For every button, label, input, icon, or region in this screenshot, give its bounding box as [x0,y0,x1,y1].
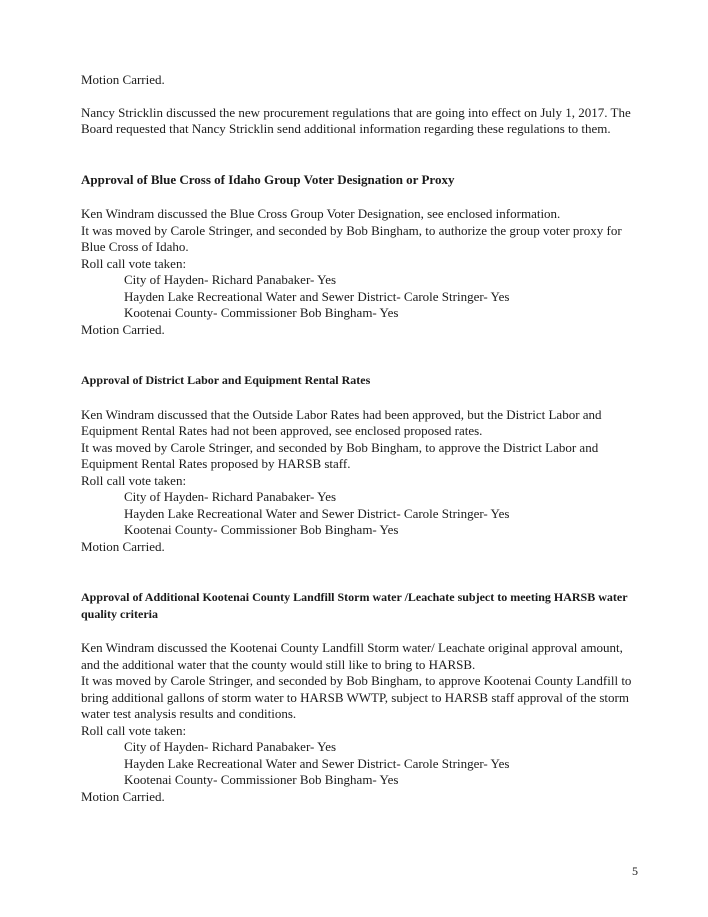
motion-text: It was moved by Carole Stringer, and seconded by Bob Bingham, to authorize the group voter proxy for Blue Cross of Idaho. [81,222,622,254]
discussion-text: Ken Windram discussed that the Outside Labor Rates had been approved, but the District Labor and Equipment Rental Rates had not been approved, see enclosed proposed rates. [81,406,602,438]
document-page [81,72,641,805]
roll-call-label: Roll call vote taken: [81,472,187,488]
roll-call-label: Roll call vote taken: [81,255,187,271]
discussion-text: Ken Windram discussed the Blue Cross Group Voter Designation, see enclosed information. [81,206,561,221]
vote-line: Hayden Lake Recreational Water and Sewer District- Carole Stringer- Yes [124,288,510,304]
motion-result: Motion Carried. [81,788,165,804]
section-heading: Approval of Blue Cross of Idaho Group Voter Designation or Proxy [81,171,455,187]
section-heading: Approval of Additional Kootenai County Landfill Storm water /Leachate subject to meeting HARSB water quality criteria [81,590,628,621]
vote-line: Kootenai County- Commissioner Bob Bingham- Yes [124,772,399,787]
discussion-text: Ken Windram discussed the Kootenai County Landfill Storm water/ Leachate original approval amount, and the additional water that the county would still like to bring to HARSB. [81,640,623,672]
vote-line: City of Hayden- Richard Panabaker- Yes [124,739,337,754]
motion-result: Motion Carried. [81,538,165,554]
section-blue-cross [81,172,641,339]
section-heading: Approval of District Labor and Equipment Rental Rates [81,373,371,387]
motion-result: Motion Carried. [81,321,165,337]
vote-line: City of Hayden- Richard Panabaker- Yes [124,489,337,504]
motion-text: It was moved by Carole Stringer, and seconded by Bob Bingham, to approve the District Labor and Equipment Rental Rates proposed by HARSB staff. [81,439,599,471]
motion-text: It was moved by Carole Stringer, and seconded by Bob Bingham, to approve Kootenai County Landfill to bring additional gallons of storm water to HARSB WWTP, subject to HARSB staff approval of the storm water test analysis results and conditions. [81,673,632,721]
section-landfill-stormwater [81,589,641,805]
section-labor-rates [81,372,641,555]
vote-line: City of Hayden- Richard Panabaker- Yes [124,272,337,287]
vote-line: Kootenai County- Commissioner Bob Bingham- Yes [124,305,399,320]
vote-line: Kootenai County- Commissioner Bob Bingham- Yes [124,522,399,537]
roll-call-label: Roll call vote taken: [81,722,187,738]
page-number: 5 [632,864,638,878]
vote-line: Hayden Lake Recreational Water and Sewer District- Carole Stringer- Yes [124,505,510,521]
vote-line: Hayden Lake Recreational Water and Sewer District- Carole Stringer- Yes [124,755,510,771]
procurement-paragraph: Nancy Stricklin discussed the new procurement regulations that are going into effect on July 1, 2017. The Board requested that Nancy Stricklin send additional information regarding these regulations to them. [81,104,631,136]
motion-carried-text: Motion Carried. [81,72,165,87]
